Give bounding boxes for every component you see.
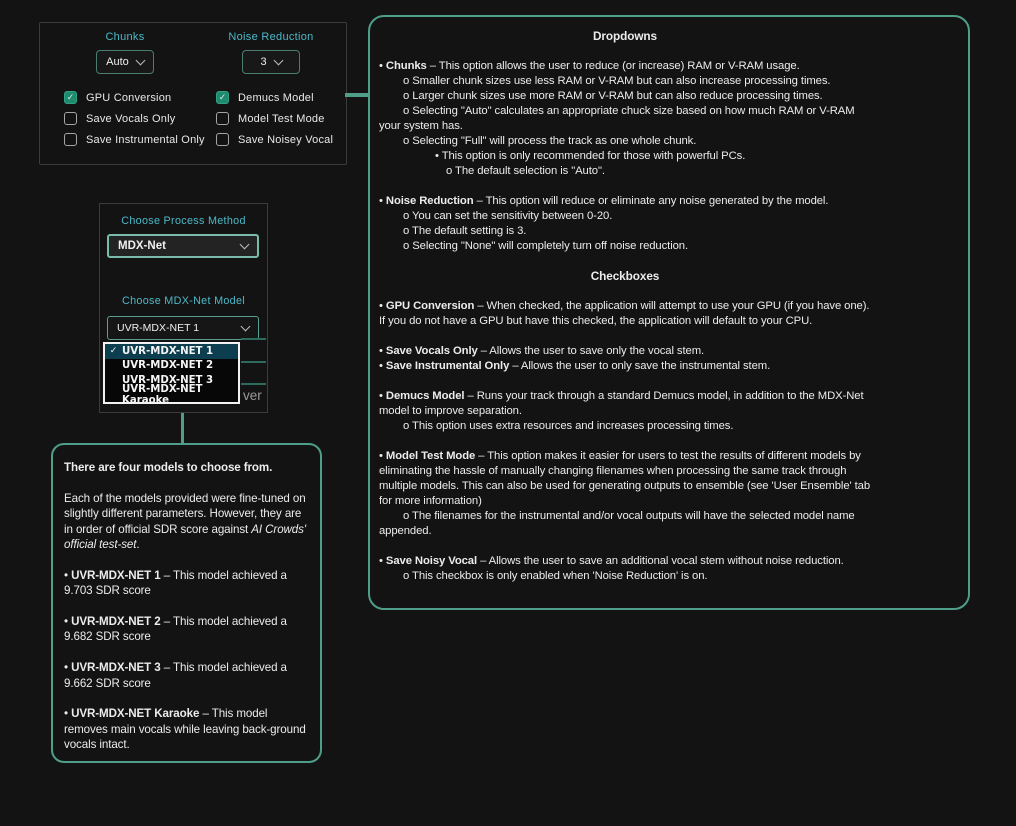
- process-method-panel: [99, 203, 268, 413]
- doc-line: [379, 104, 871, 134]
- doc-line: [379, 509, 871, 539]
- doc-text: o The default setting is 3.: [403, 225, 527, 237]
- checkbox-checked-icon[interactable]: ✓: [64, 91, 77, 104]
- models-line: [64, 660, 312, 691]
- doc-text: o The default selection is "Auto".: [446, 165, 605, 177]
- doc-text: – When checked, the application will attempt to use your GPU (if you have one). If you do not have a GPU but have this checked, the application will default to your CPU.: [379, 300, 870, 327]
- checkbox-box[interactable]: [216, 112, 229, 125]
- doc-heading-dropdowns: Dropdowns: [593, 29, 657, 43]
- process-method-value: MDX-Net: [118, 240, 166, 252]
- doc-line: [379, 554, 871, 569]
- models-text: •: [64, 707, 72, 721]
- doc-text: • This option is only recommended for those with powerful PCs.: [435, 150, 746, 162]
- models-text: •: [64, 615, 72, 629]
- models-text: Each of the models provided were fine-tuned on slightly different parameters. However, they are in order of official SDR score against: [64, 491, 306, 536]
- chunks-dropdown-value: Auto: [106, 56, 129, 68]
- checkbox-label: GPU Conversion: [86, 91, 172, 104]
- doc-line: [379, 89, 871, 104]
- models-text: – This model achieved a 9.703 SDR score: [64, 568, 287, 598]
- menu-item-label: UVR-MDX-NET 3: [122, 374, 214, 386]
- doc-text: – This option makes it easier for users to test the results of different models by eliminating the hassle of manually changing filenames when processing the same track through multiple models. This can also be used for generating outputs to ensemble (see 'User Ensemble' tab for more information): [379, 450, 871, 507]
- doc-text: o Selecting "Auto" calculates an appropriate chuck size based on how much RAM or V-RAM your system has.: [379, 105, 855, 132]
- choose-process-method-label: Choose Process Method: [121, 215, 246, 227]
- checkbox-box[interactable]: [64, 112, 77, 125]
- doc-heading-checkboxes: Checkboxes: [590, 269, 660, 283]
- doc-term: GPU Conversion: [385, 300, 475, 312]
- checkbox-save-noisey-vocal[interactable]: [216, 129, 333, 150]
- models-text: AI Crowds' official test-set: [64, 522, 306, 552]
- doc-line: [379, 344, 871, 359]
- choose-mdx-model-label: Choose MDX-Net Model: [121, 295, 245, 307]
- doc-text: o Selecting "None" will completely turn off noise reduction.: [403, 240, 689, 252]
- documentation-panel: [368, 15, 970, 610]
- doc-line: [379, 224, 871, 239]
- noise-reduction-group: [196, 31, 346, 74]
- checkbox-label: Model Test Mode: [238, 112, 325, 125]
- checkbox-gpu-conversion[interactable]: [64, 87, 216, 108]
- documentation-text: [379, 29, 871, 584]
- doc-line: [379, 164, 871, 179]
- doc-term: Save Noisy Vocal: [385, 555, 478, 567]
- doc-spacer: [379, 434, 871, 449]
- doc-line: [379, 149, 871, 164]
- checkbox-model-test-mode[interactable]: [216, 108, 333, 129]
- doc-text: o This option uses extra resources and increases processing times.: [403, 420, 734, 432]
- process-method-dropdown[interactable]: [107, 234, 259, 258]
- checkbox-demucs-model[interactable]: [216, 87, 333, 108]
- doc-text: •: [379, 450, 386, 462]
- models-term: UVR-MDX-NET 1: [71, 568, 161, 582]
- doc-spacer: [379, 539, 871, 554]
- doc-text: o Smaller chunk sizes use less RAM or V-RAM but can also increase processing times.: [403, 75, 831, 87]
- chunks-label: Chunks: [105, 31, 145, 43]
- doc-text: – Allows the user to save only the vocal stem.: [477, 345, 705, 357]
- doc-term: Save Vocals Only: [385, 345, 478, 357]
- doc-spacer: [379, 44, 871, 59]
- mdx-options-panel: [39, 22, 347, 165]
- doc-text: – This option will reduce or eliminate any noise generated by the model.: [473, 195, 829, 207]
- doc-text: – Allows the user to only save the instrumental stem.: [509, 360, 771, 372]
- models-spacer: [64, 645, 312, 660]
- connector-line-horizontal: [345, 93, 369, 97]
- models-text: .: [136, 538, 140, 552]
- models-text: •: [64, 661, 72, 675]
- chevron-down-icon: [240, 240, 250, 250]
- models-text: – This model achieved a 9.662 SDR score: [64, 661, 287, 690]
- doc-line: [379, 59, 871, 74]
- models-text: •: [64, 568, 72, 582]
- doc-term: Demucs Model: [385, 390, 465, 402]
- doc-line: [379, 74, 871, 89]
- doc-line: [379, 569, 871, 584]
- models-line: [64, 460, 312, 475]
- doc-line: [379, 449, 871, 509]
- models-text: – This model removes main vocals while leaving back-ground vocals intact.: [64, 707, 306, 752]
- doc-text: •: [379, 390, 386, 402]
- checkbox-box[interactable]: [64, 133, 77, 146]
- doc-text: – Runs your track through a standard Demucs model, in addition to the MDX-Net model to improve separation.: [379, 390, 864, 417]
- doc-text: •: [379, 345, 386, 357]
- menu-item-label: UVR-MDX-NET 2: [122, 360, 214, 372]
- checkbox-label: Demucs Model: [238, 91, 314, 104]
- doc-line: [379, 389, 871, 419]
- chunks-group: [50, 31, 200, 74]
- doc-term: Model Test Mode: [385, 450, 476, 462]
- doc-line: [379, 359, 871, 374]
- noise-reduction-label: Noise Reduction: [228, 31, 314, 43]
- checkbox-label: Save Noisey Vocal: [238, 133, 334, 146]
- models-spacer: [64, 599, 312, 614]
- doc-spacer: [379, 179, 871, 194]
- obscured-background-text: ver: [243, 388, 262, 403]
- mdx-model-dropdown[interactable]: [107, 316, 259, 340]
- menu-item-uvr-mdx-net-karaoke[interactable]: [105, 384, 238, 407]
- doc-line: [379, 299, 871, 329]
- mdx-model-value: UVR-MDX-NET 1: [117, 322, 200, 334]
- models-line: [64, 614, 312, 645]
- doc-text: o The filenames for the instrumental and/or vocal outputs will have the selected model name appended.: [379, 510, 855, 537]
- models-line: [64, 568, 312, 599]
- checkbox-label: Save Instrumental Only: [86, 133, 205, 146]
- noise-reduction-dropdown-value: 3: [260, 56, 267, 68]
- models-line: [64, 706, 312, 752]
- doc-text: •: [379, 60, 386, 72]
- models-info-text: [64, 460, 312, 753]
- doc-line: [379, 419, 871, 434]
- chevron-down-icon: [273, 56, 283, 66]
- models-text: – This model achieved a 9.682 SDR score: [64, 615, 287, 644]
- doc-text: o You can set the sensitivity between 0-20.: [403, 210, 613, 222]
- checkbox-label: Save Vocals Only: [86, 112, 176, 125]
- models-term: There are four models to choose from.: [64, 461, 273, 474]
- doc-spacer: [379, 329, 871, 344]
- models-spacer: [64, 691, 312, 706]
- doc-text: •: [379, 360, 386, 372]
- models-term: UVR-MDX-NET Karaoke: [71, 707, 200, 721]
- menu-item-label: UVR-MDX-NET 1: [122, 345, 214, 357]
- checkbox-save-instrumental-only[interactable]: [64, 129, 216, 150]
- chevron-down-icon: [241, 322, 251, 332]
- doc-text: o Larger chunk sizes use more RAM or V-RAM but can also reduce processing times.: [403, 90, 823, 102]
- obscured-ui-line: [241, 383, 266, 385]
- doc-spacer: [379, 254, 871, 269]
- doc-text: – Allows the user to save an additional vocal stem without noise reduction.: [477, 555, 844, 567]
- doc-text: o This checkbox is only enabled when 'Noise Reduction' is on.: [403, 570, 708, 582]
- check-icon: ✓: [109, 346, 118, 357]
- models-spacer: [64, 552, 312, 567]
- noise-reduction-dropdown[interactable]: [242, 50, 300, 74]
- obscured-ui-line: [241, 338, 266, 340]
- checkbox-save-vocals-only[interactable]: [64, 108, 216, 129]
- obscured-ui-line: [241, 361, 266, 363]
- doc-spacer: [379, 284, 871, 299]
- doc-line: [379, 239, 871, 254]
- doc-term: Noise Reduction: [385, 195, 474, 207]
- connector-line-vertical: [181, 413, 184, 445]
- doc-line: [379, 209, 871, 224]
- doc-text: •: [379, 300, 386, 312]
- doc-text: – This option allows the user to reduce (or increase) RAM or V-RAM usage.: [426, 60, 800, 72]
- doc-term: Save Instrumental Only: [385, 360, 510, 372]
- chevron-down-icon: [135, 56, 145, 66]
- doc-spacer: [379, 374, 871, 389]
- models-term: UVR-MDX-NET 2: [71, 615, 161, 629]
- menu-item-label: UVR-MDX-NET Karaoke: [122, 384, 203, 407]
- menu-item-uvr-mdx-net-1[interactable]: [105, 344, 238, 359]
- checkbox-checked-icon[interactable]: ✓: [216, 91, 229, 104]
- doc-text: •: [379, 555, 386, 567]
- models-info-panel: [51, 443, 322, 763]
- doc-text: o Selecting "Full" will process the track as one whole chunk.: [403, 135, 697, 147]
- doc-text: •: [379, 195, 386, 207]
- models-line: [64, 491, 312, 553]
- doc-line: [379, 134, 871, 149]
- menu-item-uvr-mdx-net-2[interactable]: [105, 359, 238, 374]
- models-spacer: [64, 475, 312, 490]
- doc-term: Chunks: [385, 60, 427, 72]
- models-term: UVR-MDX-NET 3: [71, 661, 161, 675]
- mdx-model-dropdown-menu: [103, 342, 240, 407]
- doc-line: [379, 194, 871, 209]
- checkbox-box[interactable]: [216, 133, 229, 146]
- checkbox-grid: [64, 87, 333, 150]
- chunks-dropdown[interactable]: [96, 50, 154, 74]
